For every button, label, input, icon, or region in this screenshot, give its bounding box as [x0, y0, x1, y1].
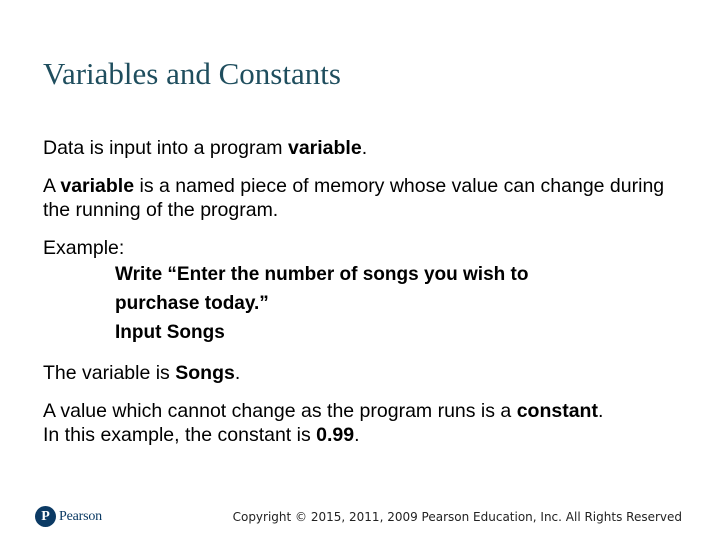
example-code-block [115, 260, 693, 347]
copyright-notice: Copyright © 2015, 2011, 2009 Pearson Education, Inc. All Rights Reserved [232, 510, 682, 524]
paragraph-input-variable [43, 136, 693, 160]
slide-footer [0, 500, 720, 536]
paragraph-variable-name [43, 361, 693, 385]
p5-text-after: . [354, 424, 360, 446]
p1-text-before: Data is input into a program [43, 137, 288, 159]
p3-keyword: Songs [175, 362, 235, 384]
p2-text-before: A [43, 175, 61, 197]
pearson-logo-text: Pearson [59, 508, 102, 524]
p1-keyword: variable [287, 137, 362, 159]
slide-title: Variables and Constants [43, 56, 341, 91]
code-line: purchase today.” [115, 293, 269, 314]
p5-keyword: 0.99 [316, 424, 355, 446]
p4-text-before: A value which cannot change as the program runs is a [43, 400, 517, 422]
pearson-logo-icon: P [35, 506, 56, 527]
code-line: Write “Enter the number of songs you wish to [115, 264, 529, 285]
p4-keyword: constant [516, 400, 598, 422]
p5-text-before: In this example, the constant is [43, 424, 317, 446]
p3-text-before: The variable is [43, 362, 176, 384]
code-line: Input Songs [115, 322, 225, 343]
slide-body [43, 136, 693, 447]
p2-keyword: variable [60, 175, 135, 197]
paragraph-variable-definition [43, 174, 693, 222]
p4-text-after: . [597, 400, 604, 422]
example-label: Example: [43, 237, 125, 259]
p3-text-after: . [234, 362, 241, 384]
pearson-logo [35, 506, 102, 527]
p1-text-after: . [361, 137, 368, 159]
p2-text-after: is a named piece of memory whose value can change during the running of the program. [43, 175, 665, 221]
paragraph-constant-definition [43, 399, 693, 447]
